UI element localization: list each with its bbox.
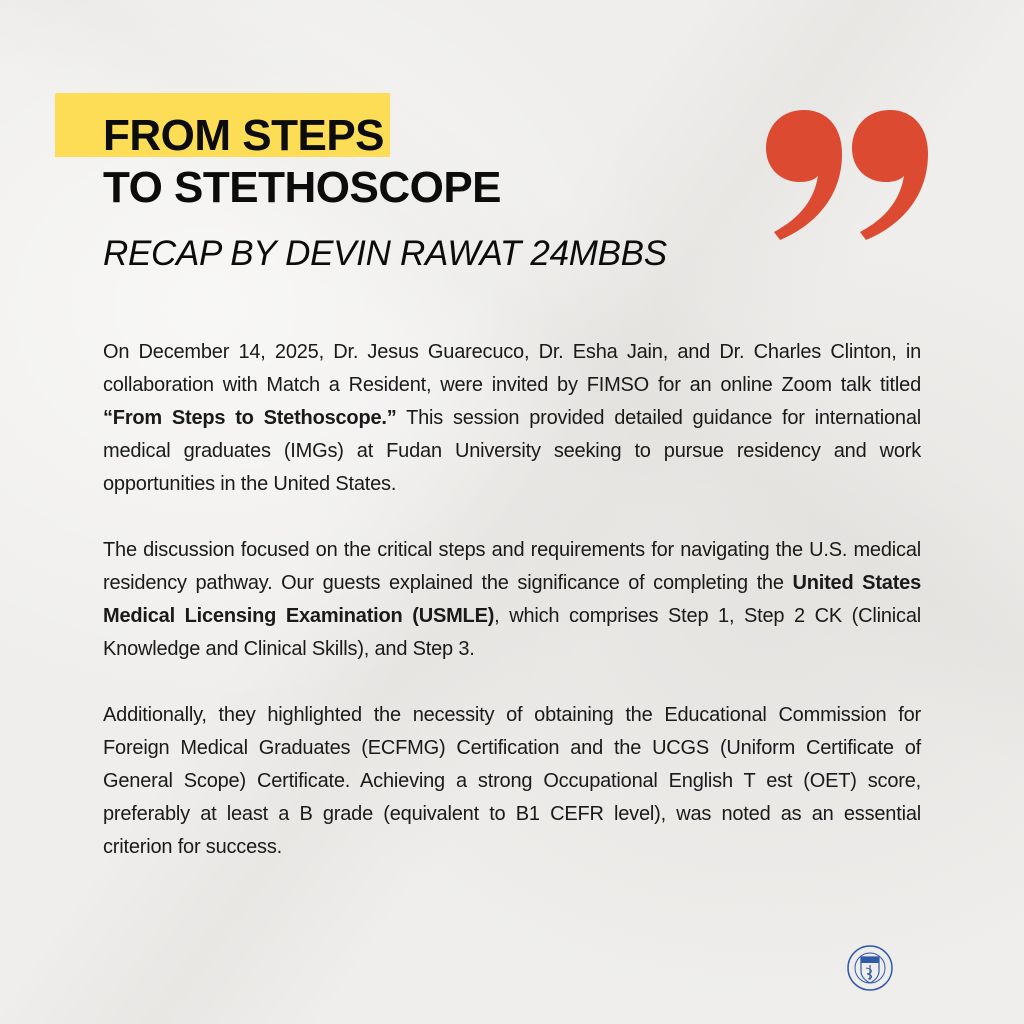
paragraph-2-bold: United States Medical Licensing Examination (USMLE) bbox=[103, 572, 922, 627]
quote-mark-right bbox=[852, 110, 928, 240]
page-subtitle: RECAP BY DEVIN RAWAT 24MBBS bbox=[103, 234, 667, 273]
paragraph-2 bbox=[103, 534, 921, 666]
paragraph-1-text-a: On December 14, 2025, Dr. Jesus Guarecuco, Dr. Esha Jain, and Dr. Charles Clinton, in collaboration with Match a Resident, were invited by FIMSO for an online Zoom talk titled bbox=[103, 341, 921, 396]
fimso-seal-icon bbox=[846, 944, 894, 992]
paragraph-1-text-c: This session provided detailed guidance for international medical graduates (IMGs) at Fudan University seeking to pursue residency and work opportunities in the United States. bbox=[103, 407, 921, 495]
paragraph-3-text: Additionally, they highlighted the necessity of obtaining the Educational Commission for Foreign Medical Graduates (ECFMG) Certification and the UCGS (Uniform Certificate of General Scope) Certificate. Achieving a strong Occupational English T est (OET) score, preferably at least a B grade (equivalent to B1 CEFR level), was noted as an essential criterion for success. bbox=[103, 704, 921, 858]
paragraph-3 bbox=[103, 699, 921, 864]
title-line-2: TO STETHOSCOPE bbox=[103, 163, 502, 212]
closing-quote-icon bbox=[760, 100, 940, 240]
article-body bbox=[103, 336, 921, 897]
title-line-1: FROM STEPS bbox=[103, 111, 385, 160]
paragraph-1 bbox=[103, 336, 921, 501]
paragraph-2-text-c: , which comprises Step 1, Step 2 CK (Clinical Knowledge and Clinical Skills), and Step 3. bbox=[103, 605, 921, 660]
quote-mark-left bbox=[766, 110, 842, 240]
page-title bbox=[103, 110, 501, 214]
paragraph-2-text-a: The discussion focused on the critical steps and requirements for navigating the U.S. medical residency pathway. Our guests explained the significance of completing the bbox=[103, 539, 921, 594]
paragraph-1-bold: “From Steps to Stethoscope.” bbox=[103, 407, 397, 429]
